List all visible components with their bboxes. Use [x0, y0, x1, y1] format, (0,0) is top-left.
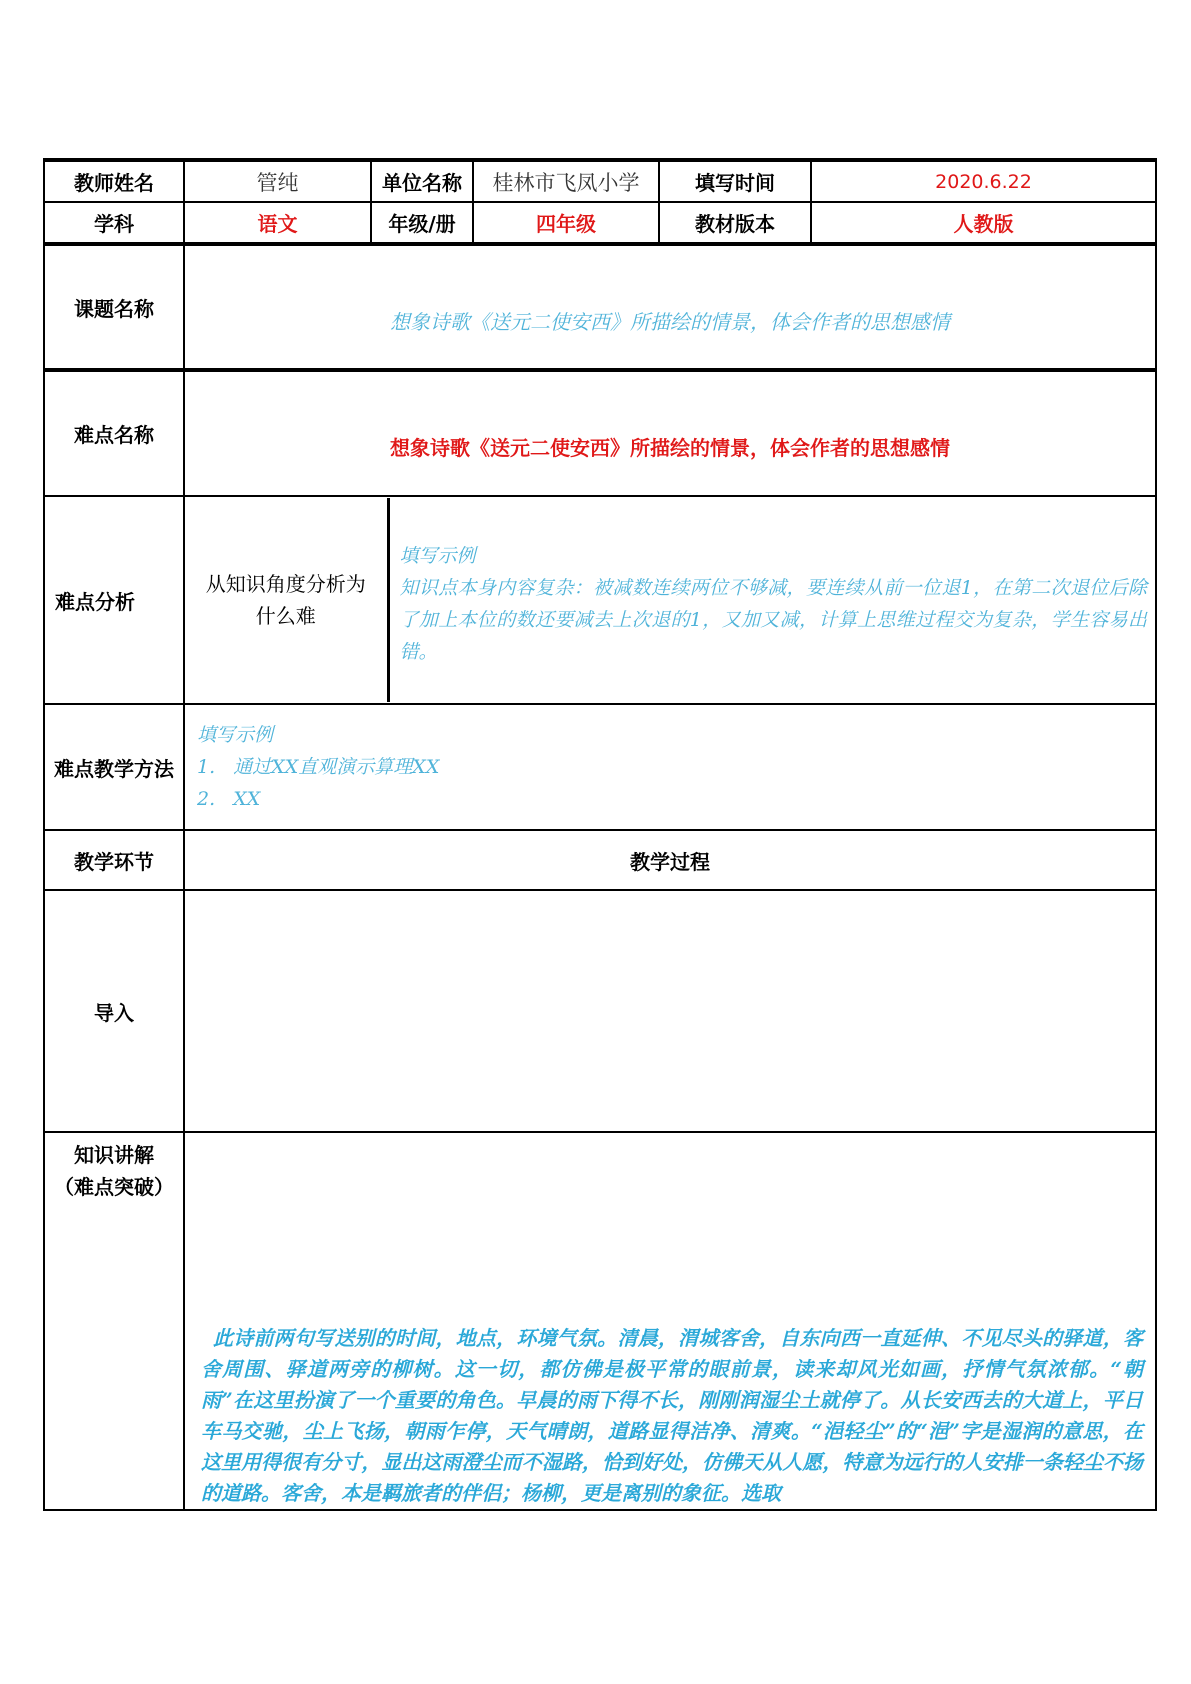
- subject-label: 学科: [44, 202, 184, 244]
- analysis-example-title: 填写示例: [399, 545, 476, 567]
- edition-value: 人教版: [811, 202, 1156, 244]
- analysis-label: 难点分析: [44, 496, 184, 704]
- analysis-row: [44, 496, 1156, 704]
- lesson-plan-form: [43, 158, 1155, 1511]
- grade-label: 年级/册: [371, 202, 473, 244]
- difficulty-row: [44, 370, 1156, 496]
- grade-value: 四年级: [473, 202, 659, 244]
- difficulty-label: 难点名称: [44, 370, 184, 496]
- method-row: [44, 704, 1156, 830]
- intro-row: [44, 890, 1156, 1132]
- difficulty-value: 想象诗歌《送元二使安西》所描绘的情景，体会作者的思想感情: [390, 436, 950, 460]
- topic-row: [44, 244, 1156, 370]
- process-step-label: 教学环节: [44, 830, 184, 890]
- knowledge-label-line2: （难点突破）: [54, 1175, 174, 1199]
- intro-label: 导入: [44, 890, 184, 1132]
- method-item-1: 1. 通过XX直观演示算理XX: [197, 756, 440, 778]
- knowledge-label-line1: 知识讲解: [74, 1143, 154, 1167]
- knowledge-text: 此诗前两句写送别的时间，地点，环境气氛。清晨，渭城客舍，自东向西一直延伸、不见尽头的驿道，客舍周围、驿道两旁的柳树。这一切，都仿佛是极平常的眼前景，读来却风光如画，抒情气氛浓郁。“朝雨”在这里扮演了一个重要的角色。早晨的雨下得不长，刚刚润湿尘土就停了。从长安西去的大道上，平日车马交驰，尘上飞扬，朝雨乍停，天气晴朗，道路显得洁净、清爽。“浥轻尘”的“浥”字是湿润的意思，在这里用得很有分寸，显出这雨澄尘而不湿路，恰到好处，仿佛天从人愿，特意为远行的人安排一条轻尘不扬的道路。客舍，本是羁旅者的伴侣；杨柳，更是离别的象征。选取: [201, 1326, 1143, 1505]
- topic-label: 课题名称: [44, 244, 184, 370]
- topic-value: 想象诗歌《送元二使安西》所描绘的情景，体会作者的思想感情: [390, 309, 950, 334]
- method-label: 难点教学方法: [44, 704, 184, 830]
- analysis-inner: [185, 498, 1155, 702]
- analysis-sublabel: 从知识角度分析为什么难: [185, 498, 388, 702]
- unit-name-label: 单位名称: [371, 160, 473, 202]
- fill-date-value: 2020.6.22: [811, 160, 1156, 202]
- knowledge-label: [44, 1132, 184, 1510]
- process-header-row: [44, 830, 1156, 890]
- analysis-example-text: 知识点本身内容复杂：被减数连续两位不够减，要连续从前一位退1，在第二次退位后除了加上本位的数还要减去上次退的1，又加又减，计算上思维过程交为复杂，学生容易出错。: [399, 577, 1147, 663]
- lesson-plan-table: [43, 158, 1157, 1511]
- teacher-name-label: 教师姓名: [44, 160, 184, 202]
- intro-content: [184, 890, 1156, 1132]
- edition-label: 教材版本: [659, 202, 811, 244]
- header-row-2: [44, 202, 1156, 244]
- header-row-1: [44, 160, 1156, 202]
- unit-name-value: 桂林市飞凤小学: [473, 160, 659, 202]
- teacher-name-value: 管纯: [184, 160, 371, 202]
- fill-date-label: 填写时间: [659, 160, 811, 202]
- knowledge-row: [44, 1132, 1156, 1510]
- method-item-2: 2. XX: [197, 788, 261, 810]
- method-example-title: 填写示例: [197, 724, 274, 746]
- process-content-label: 教学过程: [184, 830, 1156, 890]
- subject-value: 语文: [184, 202, 371, 244]
